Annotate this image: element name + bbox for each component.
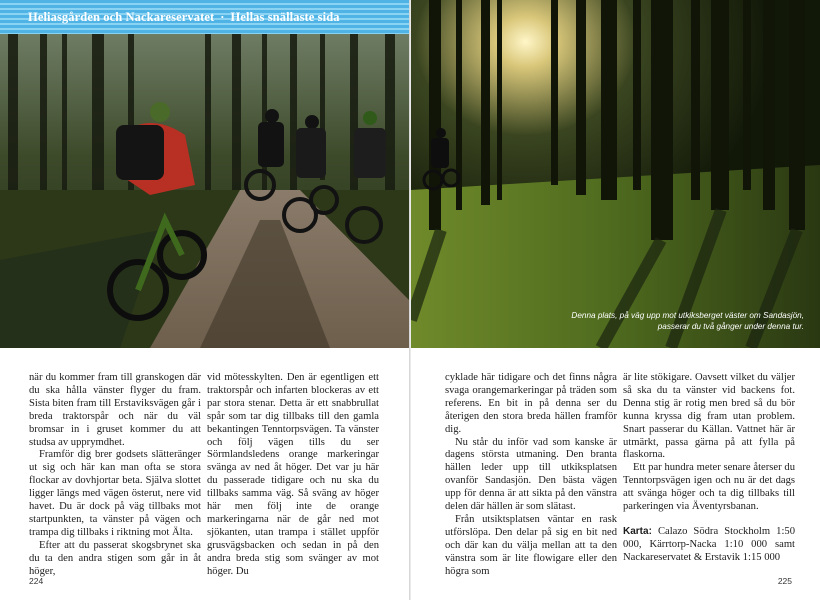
header-separator: · [220, 9, 225, 24]
page-number-right: 225 [777, 576, 792, 586]
text-column-1 [29, 372, 201, 579]
text-column-4 [623, 372, 795, 565]
left-page [0, 0, 409, 600]
chapter-header-banner [0, 0, 409, 34]
header-title: Heliasgården och Nackareservatet [28, 9, 215, 24]
paragraph: Från utsiktsplatsen väntar en rask utförslöpa. Den delar på sig en bit ned och där kan du välja mellan att ta den vänstra som är lite flowigare eller den högra som [445, 513, 617, 577]
sunlit-forest-image [411, 0, 820, 348]
photo-sunlit-forest [411, 0, 820, 348]
paragraph: är lite stökigare. Oavsett vilket du väljer så ska du ta vänster vid backens fot. Denna stig är rotig men bred så du bör kunna kryssa dig fram utan problem. Snart passerar du Källan. Vattnet här är utmärkt, passa gärna på att fylla på flaskorna. [623, 372, 795, 461]
paragraph: när du kommer fram till granskogen där du ska hålla vänster flyger du fram. Sista biten fram till Erstaviksvägen går i breda traktorspår och när du väl bromsar in i gruset kommer du att studsa av upprymdhet. [29, 372, 201, 448]
page-number-left: 224 [29, 576, 44, 586]
forest-trail-image [0, 0, 409, 348]
photo-bikers-forest [0, 0, 409, 348]
paragraph: cyklade här tidigare och det finns några svaga orangemarkeringar på träden som referens. En bit in på denna ser du återigen den stora breda hällen framför dig. [445, 372, 617, 435]
right-page [411, 0, 820, 600]
map-text: Calazo Södra Stockholm 1:50 000, Kärrtorp-Nacka 1:10 000 samt Nackareservatet & Erstavik 1:15 000 [623, 525, 795, 563]
paragraph: Efter att du passerat skogsbrynet ska du ta den andra stigen som går in åt höger, [29, 539, 201, 577]
paragraph: Nu står du inför vad som kanske är dagens största utmaning. Den branta hällen leder upp till utkiksplatsen ovanför Sandasjön. Den bästa vägen upp för denna är att sikta på den vänstra delen där hällen är som slätast. [445, 436, 617, 513]
photo-caption: Denna plats, på väg upp mot utkiksberget väster om Sandasjön, passerar du två gånger under denna tur. [571, 311, 804, 331]
text-column-3 [445, 372, 617, 579]
header-subtitle: Hellas snällaste sida [230, 9, 340, 24]
map-info [623, 526, 795, 565]
paragraph: Framför dig brer godsets slätteränger ut sig och här kan man ofta se stora flockar av dovhjortar beta. Själva slottet ligger längs med vägen österut, nere vid havet. Du är dock på väg tillbaks mot startpunkten, ta vänster på vägen och trampa dig tillbaks i riktning mot Älta. [29, 449, 201, 538]
paragraph: vid mötesskylten. Den är egentligen ett traktorspår och infarten blockeras av ett par stora stenar. Detta är ett snabbrullat spår som tar dig tillbaks till den gamla bekantingen Tenntorpsvägen. Ta vänster och följ vägen tills du ser Sörmlandsledens orange markeringar svänga av ned åt höger. Det var ju här du passerade tidigare och nu ska du tillbaks samma väg. Så sväng av höger här men följ inte de orange markeringarna när de går ned mot sjökanten, utan trampa i stället uppför grusvägsbacken och sedan in på den andra breda stig som svänger av mot höger. Du [207, 372, 379, 577]
text-column-2 [207, 372, 379, 579]
paragraph: Ett par hundra meter senare återser du Tenntorpsvägen igen och nu är det dags att svänga höger och ta dig tillbaks till parkeringen via Äventyrsbanan. [623, 462, 795, 513]
map-label: Karta: [623, 525, 652, 537]
